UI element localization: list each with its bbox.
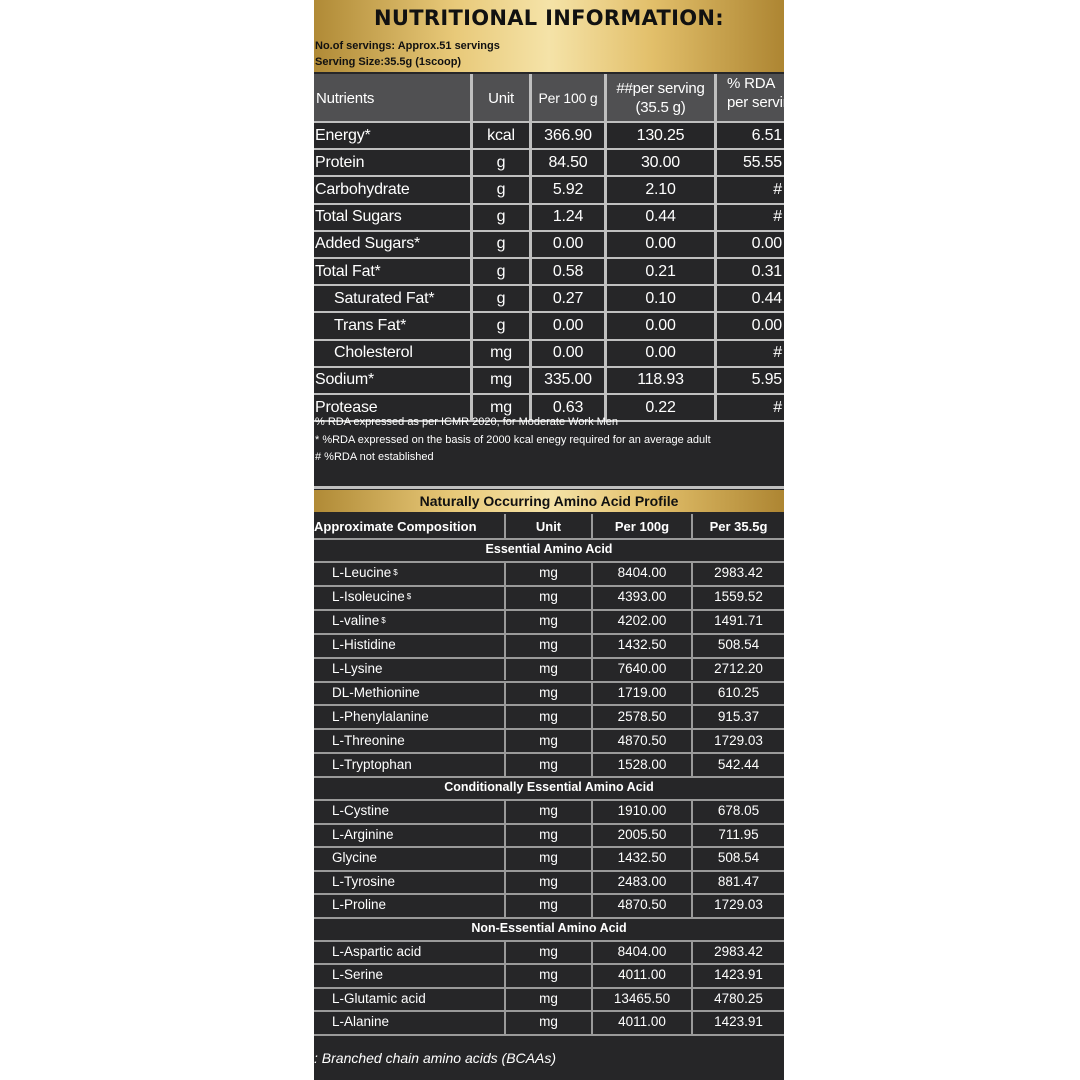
nutrient-rda: 0.00 [717, 312, 784, 339]
nutrient-name: Protease [314, 394, 470, 421]
amino-unit: mg [539, 873, 558, 889]
amino-name-text: L-Proline [332, 897, 387, 913]
amino-name-text: L-Aspartic acid [332, 943, 422, 959]
amino-name [314, 609, 504, 633]
amino-column-divider [591, 940, 593, 964]
nutrient-per-100g: 0.00 [532, 312, 604, 339]
header-per-100g: Per 100 g [538, 89, 598, 106]
header-per-serving [607, 74, 714, 122]
amino-name [314, 846, 504, 870]
amino-unit: mg [539, 990, 558, 1006]
bcaa-marker: $ [381, 616, 386, 626]
amino-unit: mg [539, 1014, 558, 1030]
amino-column-divider [591, 681, 593, 705]
nutrition-row-divider [314, 393, 784, 395]
nutrition-row-divider [314, 230, 784, 232]
nutrient-per-100g: 5.92 [532, 176, 604, 203]
amino-unit: mg [539, 756, 558, 772]
amino-per-100g: 1432.50 [617, 850, 667, 866]
nutrient-per-100g: 1.24 [532, 204, 604, 231]
nutrient-unit: g [473, 285, 529, 312]
header-per-35g: Per 35.5g [709, 518, 768, 534]
nutrient-name: Cholesterol [314, 340, 470, 367]
nutrition-row-divider [314, 311, 784, 313]
amino-unit: mg [539, 826, 558, 842]
amino-per-35g: 881.47 [717, 873, 760, 889]
amino-acid-profile-title: Naturally Occurring Amino Acid Profile [314, 490, 784, 512]
amino-acid-row [314, 987, 784, 1011]
amino-per-35g: 1423.91 [714, 1014, 763, 1030]
amino-per-35g: 711.95 [718, 826, 759, 842]
amino-column-divider [691, 752, 693, 776]
amino-acid-row [314, 704, 784, 728]
amino-acid-row [314, 799, 784, 823]
amino-unit: mg [539, 565, 558, 581]
amino-name-text: L-Glutamic acid [332, 990, 426, 1006]
amino-unit: mg [539, 589, 558, 605]
amino-column-divider [504, 870, 506, 894]
amino-per-100g: 4393.00 [617, 589, 667, 605]
amino-per-100g: 1719.00 [617, 684, 667, 700]
amino-acid-row [314, 1010, 784, 1034]
amino-per-100g: 4011.00 [618, 967, 666, 983]
amino-name [314, 704, 504, 728]
nutrient-rda: 0.00 [717, 231, 784, 258]
amino-unit: mg [539, 684, 558, 700]
amino-per-35g: 2983.42 [714, 565, 763, 581]
nutrient-rda: 0.31 [717, 258, 784, 285]
servings-count: No.of servings: Approx.51 servings [315, 40, 500, 52]
amino-name [314, 799, 504, 823]
amino-per-35g: 508.54 [717, 637, 760, 653]
amino-name-text: DL-Methionine [332, 684, 420, 700]
nutrient-per-serving: 0.00 [607, 312, 714, 339]
amino-name-text: L-Leucine [332, 565, 392, 581]
nutrition-row-divider [314, 148, 784, 150]
nutrient-rda: # [717, 204, 784, 231]
amino-column-divider [691, 728, 693, 752]
amino-per-100g: 8404.00 [617, 565, 667, 581]
nutrient-per-serving: 0.10 [607, 285, 714, 312]
nutrient-per-100g: 0.27 [532, 285, 604, 312]
amino-column-divider [691, 940, 693, 964]
conditionally-essential-amino-acid-label: Conditionally Essential Amino Acid [444, 780, 654, 795]
nutrient-per-serving: 118.93 [607, 367, 714, 394]
amino-column-divider [504, 681, 506, 705]
amino-per-35g: 915.37 [717, 708, 760, 724]
amino-acid-row [314, 681, 784, 705]
amino-name-text: L-Threonine [332, 732, 405, 748]
amino-unit: mg [539, 803, 558, 819]
amino-column-divider [591, 1010, 593, 1034]
amino-column-divider [504, 657, 506, 681]
amino-column-divider [504, 799, 506, 823]
nutrient-per-serving: 30.00 [607, 149, 714, 176]
nutrient-name: Saturated Fat* [314, 285, 470, 312]
nutrient-per-100g: 0.58 [532, 258, 604, 285]
amino-column-divider [504, 846, 506, 870]
amino-per-35g: 610.25 [717, 684, 760, 700]
amino-unit: mg [539, 897, 558, 913]
amino-name [314, 657, 504, 681]
bcaa-marker: $ [406, 592, 412, 602]
amino-table-header [314, 514, 784, 538]
amino-per-100g: 1432.50 [617, 637, 667, 653]
nutrient-rda: # [717, 176, 784, 203]
nutrient-per-serving: 0.22 [607, 394, 714, 421]
amino-name-text: L-Tryptophan [332, 756, 412, 772]
nutrient-per-100g: 366.90 [532, 122, 604, 149]
nutrient-unit: mg [473, 340, 529, 367]
amino-acid-row [314, 893, 784, 917]
amino-unit: mg [539, 613, 558, 629]
nutrient-name: Energy* [314, 122, 470, 149]
header-rda-line2: per serving [727, 94, 800, 111]
amino-acid-row [314, 657, 784, 681]
amino-column-divider [591, 823, 593, 847]
nutrition-row-divider [314, 257, 784, 259]
amino-per-100g: 4011.00 [618, 1014, 666, 1030]
amino-per-100g: 4870.50 [617, 732, 667, 748]
amino-unit: mg [539, 943, 558, 959]
amino-acid-row [314, 752, 784, 776]
nutrient-name: Total Sugars [314, 204, 470, 231]
amino-per-100g: 4870.50 [617, 897, 667, 913]
amino-name [314, 752, 504, 776]
amino-acid-row [314, 963, 784, 987]
amino-per-100g: 2578.50 [617, 708, 667, 724]
amino-column-divider [591, 799, 593, 823]
amino-row-divider [314, 1034, 784, 1036]
amino-column-divider [591, 752, 593, 776]
header-per-serving-line2: (35.5 g) [635, 99, 686, 116]
header-nutrients: Nutrients [316, 89, 375, 107]
amino-unit: mg [539, 967, 558, 983]
amino-column-divider [691, 514, 693, 538]
amino-column-divider [691, 963, 693, 987]
amino-column-divider [591, 893, 593, 917]
amino-name [314, 728, 504, 752]
amino-unit: mg [539, 637, 558, 653]
amino-name [314, 633, 504, 657]
amino-acid-row [314, 846, 784, 870]
serving-size: Serving Size:35.5g (1scoop) [315, 56, 462, 68]
amino-column-divider [591, 728, 593, 752]
amino-column-divider [691, 799, 693, 823]
nutrient-rda: 6.51 [717, 122, 784, 149]
nutrition-row-divider [314, 366, 784, 368]
amino-column-divider [591, 963, 593, 987]
amino-unit: mg [539, 732, 558, 748]
amino-per-100g: 7640.00 [617, 661, 667, 677]
servings-info [314, 36, 784, 72]
amino-name [314, 987, 504, 1011]
nutrition-row-divider [314, 284, 784, 286]
nutrient-per-serving: 0.00 [607, 340, 714, 367]
amino-column-divider [591, 704, 593, 728]
amino-name [314, 940, 504, 964]
amino-per-35g: 508.54 [717, 850, 760, 866]
amino-name [314, 681, 504, 705]
header-unit: Unit [488, 89, 514, 107]
section-divider [314, 486, 784, 489]
nutrient-name: Total Fat* [314, 258, 470, 285]
amino-column-divider [691, 585, 693, 609]
footnote-rda-not-established: # %RDA not established [315, 451, 434, 463]
nutrition-row-divider [314, 121, 784, 123]
amino-column-divider [691, 893, 693, 917]
nutrient-per-100g: 84.50 [532, 149, 604, 176]
footnote-rda-kcal: * %RDA expressed on the basis of 2000 kcal enegy required for an average adult [315, 434, 711, 446]
amino-name [314, 893, 504, 917]
amino-acid-row [314, 870, 784, 894]
amino-per-35g: 2983.42 [714, 943, 763, 959]
bcaa-marker: $ [393, 568, 398, 578]
nutrient-unit: kcal [473, 122, 529, 149]
amino-acid-row [314, 940, 784, 964]
amino-column-divider [504, 704, 506, 728]
footnote-rda-icmr: % RDA expressed as per ICMR 2020, for Moderate Work Men [315, 416, 619, 428]
amino-per-100g: 2483.00 [617, 873, 667, 889]
amino-unit: mg [539, 661, 558, 677]
nutrient-per-100g: 0.63 [532, 394, 604, 421]
nutrient-per-serving: 130.25 [607, 122, 714, 149]
nutrient-unit: g [473, 312, 529, 339]
nutrient-per-100g: 335.00 [532, 367, 604, 394]
header-unit: Unit [535, 518, 562, 534]
amino-column-divider [591, 870, 593, 894]
nutrient-per-serving: 2.10 [607, 176, 714, 203]
nutrition-row-divider [314, 175, 784, 177]
amino-per-100g: 13465.50 [613, 990, 671, 1006]
amino-name [314, 561, 504, 585]
essential-amino-acid-label: Essential Amino Acid [485, 542, 613, 556]
amino-acid-row [314, 585, 784, 609]
amino-name-text: L-Phenylalanine [332, 708, 429, 724]
amino-per-100g: 1528.00 [617, 756, 667, 772]
amino-column-divider [504, 633, 506, 657]
nutrient-per-serving: 0.00 [607, 231, 714, 258]
amino-name-text: L-Tyrosine [332, 873, 396, 889]
amino-column-divider [691, 870, 693, 894]
amino-column-divider [504, 752, 506, 776]
amino-column-divider [691, 561, 693, 585]
amino-per-100g: 8404.00 [617, 943, 667, 959]
amino-column-divider [691, 1010, 693, 1034]
amino-column-divider [504, 823, 506, 847]
amino-per-100g: 4202.00 [617, 613, 667, 629]
amino-column-divider [591, 846, 593, 870]
amino-column-divider [591, 561, 593, 585]
header-rda [717, 74, 800, 122]
amino-column-divider [504, 987, 506, 1011]
amino-name [314, 870, 504, 894]
amino-column-divider [504, 728, 506, 752]
amino-column-divider [504, 893, 506, 917]
amino-column-divider [504, 561, 506, 585]
amino-name [314, 823, 504, 847]
amino-per-100g: 2005.50 [617, 826, 667, 842]
nutrient-rda: 0.44 [717, 285, 784, 312]
amino-column-divider [691, 704, 693, 728]
amino-per-35g: 1729.03 [714, 897, 763, 913]
amino-acid-row [314, 609, 784, 633]
amino-column-divider [691, 609, 693, 633]
nutrient-name: Added Sugars* [314, 231, 470, 258]
nutrient-name: Carbohydrate [314, 176, 470, 203]
nutrition-row-divider [314, 339, 784, 341]
nutrient-unit: g [473, 231, 529, 258]
amino-acid-row [314, 823, 784, 847]
amino-name-text: L-Cystine [332, 803, 390, 819]
amino-per-35g: 542.44 [717, 756, 760, 772]
non-essential-amino-acid-label: Non-Essential Amino Acid [471, 920, 627, 935]
nutrient-name: Trans Fat* [314, 312, 470, 339]
nutrient-unit: g [473, 258, 529, 285]
nutrient-rda: 5.95 [717, 367, 784, 394]
amino-per-100g: 1910.00 [617, 803, 667, 819]
amino-name-text: L-Arginine [332, 826, 394, 842]
amino-per-35g: 1729.03 [714, 732, 763, 748]
amino-name-text: L-Lysine [332, 661, 383, 677]
amino-column-divider [504, 514, 506, 538]
nutrient-name: Protein [314, 149, 470, 176]
amino-column-divider [504, 963, 506, 987]
amino-column-divider [591, 657, 593, 681]
header-per-serving-line1: ##per serving [616, 80, 705, 97]
header-composition: Approximate Composition [314, 518, 477, 534]
nutrient-unit: g [473, 204, 529, 231]
amino-per-35g: 1559.52 [714, 589, 763, 605]
amino-name [314, 1010, 504, 1034]
amino-column-divider [504, 940, 506, 964]
amino-name [314, 585, 504, 609]
amino-column-divider [691, 846, 693, 870]
amino-name-text: L-Alanine [332, 1014, 390, 1030]
amino-unit: mg [539, 850, 558, 866]
amino-column-divider [691, 657, 693, 681]
nutrition-column-divider [714, 74, 717, 421]
nutrient-unit: g [473, 149, 529, 176]
amino-column-divider [691, 987, 693, 1011]
amino-acid-row [314, 561, 784, 585]
nutrient-rda: # [717, 394, 784, 421]
amino-per-35g: 4780.25 [714, 990, 763, 1006]
nutrient-name: Sodium* [314, 367, 470, 394]
nutrition-label-panel [314, 0, 800, 1080]
nutrition-column-divider [604, 74, 607, 421]
amino-column-divider [691, 823, 693, 847]
bcaa-footnote: : Branched chain amino acids (BCAAs) [314, 1050, 556, 1066]
amino-column-divider [591, 987, 593, 1011]
amino-name-text: L-Isoleucine [332, 589, 405, 605]
amino-column-divider [504, 585, 506, 609]
amino-column-divider [591, 585, 593, 609]
amino-column-divider [591, 514, 593, 538]
nutrient-unit: mg [473, 394, 529, 421]
nutrient-per-serving: 0.44 [607, 204, 714, 231]
nutrient-unit: mg [473, 367, 529, 394]
header-rda-line1: % RDA [727, 75, 776, 92]
amino-name-text: Glycine [332, 850, 378, 866]
amino-per-35g: 678.05 [717, 803, 760, 819]
nutrient-per-100g: 0.00 [532, 340, 604, 367]
amino-column-divider [691, 633, 693, 657]
amino-unit: mg [539, 708, 558, 724]
nutrient-unit: g [473, 176, 529, 203]
amino-name-text: L-Serine [332, 967, 384, 983]
amino-column-divider [691, 681, 693, 705]
amino-name [314, 963, 504, 987]
nutrition-column-divider [470, 74, 473, 421]
amino-per-35g: 1423.91 [714, 967, 763, 983]
nutrient-per-serving: 0.21 [607, 258, 714, 285]
amino-per-35g: 2712.20 [714, 661, 763, 677]
nutrient-rda: 55.55 [717, 149, 784, 176]
nutrient-per-100g: 0.00 [532, 231, 604, 258]
amino-name-text: L-Histidine [332, 637, 396, 653]
amino-per-35g: 1491.71 [714, 613, 763, 629]
amino-column-divider [591, 633, 593, 657]
header-per-100g: Per 100g [614, 518, 670, 534]
nutrition-column-divider [529, 74, 532, 421]
amino-acid-row [314, 633, 784, 657]
amino-column-divider [504, 609, 506, 633]
nutrition-row-divider [314, 203, 784, 205]
amino-acid-row [314, 728, 784, 752]
amino-name-text: L-valine [332, 613, 380, 629]
amino-column-divider [504, 1010, 506, 1034]
amino-column-divider [591, 609, 593, 633]
nutrition-title: NUTRITIONAL INFORMATION: [314, 0, 784, 36]
nutrient-rda: # [717, 340, 784, 367]
